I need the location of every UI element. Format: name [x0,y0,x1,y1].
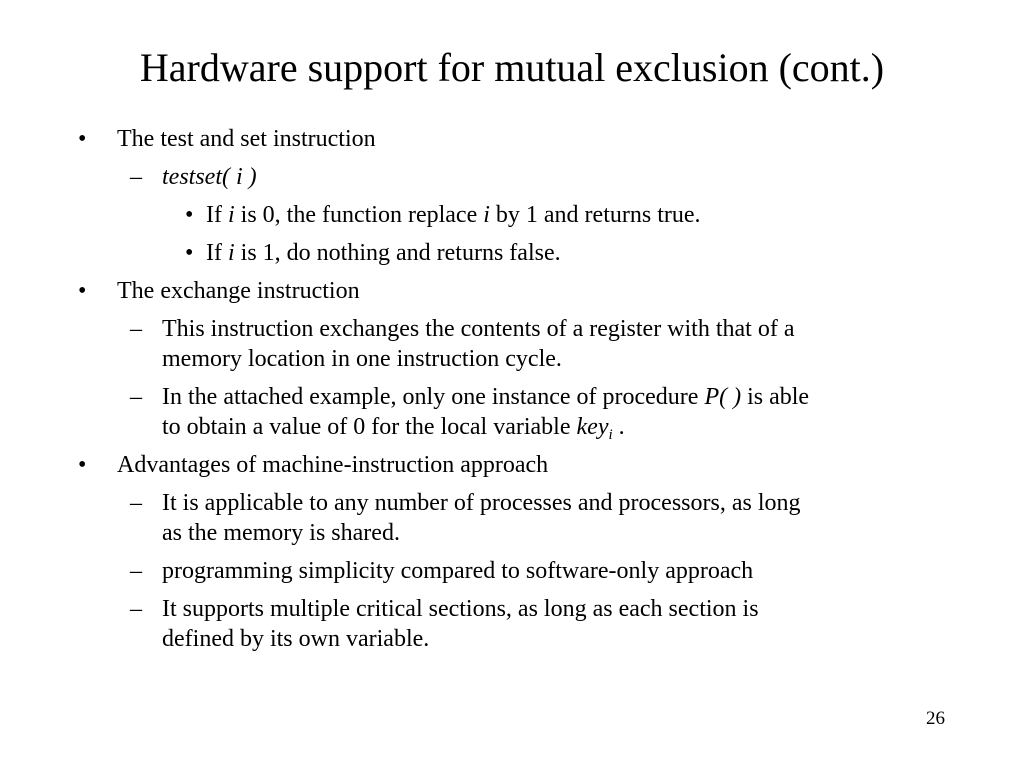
bullet-icon: • [185,202,194,228]
dash-icon: – [130,316,142,342]
dash-icon: – [130,596,142,622]
sub-bullet-exchange-desc-line1: This instruction exchanges the contents of a register with that of a [162,316,795,342]
dash-icon: – [130,384,142,410]
sub-bullet-testset: testset( i ) [162,164,257,190]
dash-icon: – [130,164,142,190]
sub-bullet-exchange-desc-line2: memory location in one instruction cycle. [162,346,562,372]
dash-icon: – [130,490,142,516]
bullet-icon: • [78,278,87,304]
page-number: 26 [926,708,945,729]
dash-icon: – [130,558,142,584]
bullet-test-and-set: The test and set instruction [117,126,376,152]
slide-title: Hardware support for mutual exclusion (cont.) [139,45,885,90]
bullet-icon: • [78,126,87,152]
sub-bullet-critical-sections-line2: defined by its own variable. [162,626,430,652]
sub-bullet-example-line2: to obtain a value of 0 for the local variable key$_i$ . [162,414,625,443]
sub-sub-bullet-if-zero: If i is 0, the function replace i by 1 and returns true. [206,202,701,228]
bullet-icon: • [185,240,194,266]
sub-bullet-simplicity: programming simplicity compared to software-only approach [162,558,754,584]
bullet-icon: • [78,452,87,478]
bullet-advantages: Advantages of machine-instruction approach [117,452,549,478]
sub-bullet-critical-sections-line1: It supports multiple critical sections, as long as each section is [162,596,759,622]
sub-bullet-applicable-line1: It is applicable to any number of processes and processors, as long [162,490,801,516]
bullet-exchange: The exchange instruction [117,278,360,304]
sub-bullet-example-line1: In the attached example, only one instance of procedure P( ) is able [162,384,810,410]
sub-sub-bullet-if-one: If i is 1, do nothing and returns false. [206,240,561,266]
sub-bullet-applicable-line2: as the memory is shared. [162,520,400,546]
